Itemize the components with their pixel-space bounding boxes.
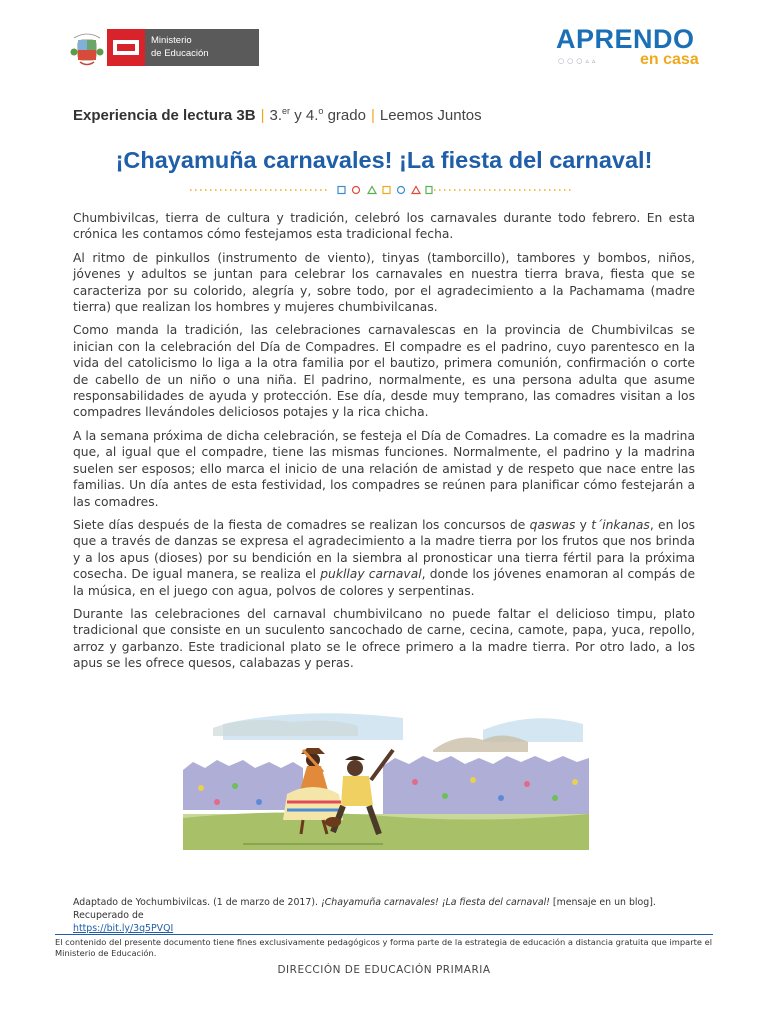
paragraph [73, 517, 695, 599]
coat-of-arms-icon [70, 30, 104, 68]
paragraph-text: y [575, 517, 592, 532]
term-italic: qaswas [529, 517, 576, 532]
paragraph-text: Siete días después de la fiesta de comadres se realizan los concursos de [73, 517, 530, 532]
ministry-logo-text [151, 34, 209, 60]
credit-prefix: Adaptado de Yochumbivilcas. (1 de marzo de 2017). [73, 897, 321, 908]
grade-suffix: grado [323, 107, 366, 124]
page-header [0, 0, 768, 90]
experience-label: Experiencia de lectura 3B [73, 107, 256, 124]
source-link[interactable]: https://bit.ly/3q5PVQI [73, 923, 174, 934]
ministry-name-line2: de Educación [151, 48, 209, 59]
grade-sup-1: er [282, 106, 291, 116]
ministry-logo [107, 29, 259, 66]
decorative-divider [190, 185, 574, 195]
paragraph: A la semana próxima de dicha celebración, se festeja el Día de Comadres. La comadre es la madrina que, al igual que el compadre, tiene las mismas funciones. Normalmente, el padrino y la madrina suelen ser esposos; ello marca el inicio de una relación de amistad y de respeto que nace entre las familias. Un día antes de esta festividad, los compadres se reúnen para planificar cómo festejarán a las comadres. [73, 428, 695, 509]
experience-line [73, 106, 482, 124]
paragraph: Chumbivilcas, tierra de cultura y tradición, celebró los carnavales durante todo febrero. En esta crónica les contamos cómo festejamos esta tradicional fecha. [73, 211, 695, 242]
section-label: Leemos Juntos [379, 107, 482, 124]
article-body [73, 210, 695, 679]
paragraph: Al ritmo de pinkullos (instrumento de viento), tinyas (tamborcillo), tambores y bombos, niños, jóvenes y adultos se juntan para celebrar los carnavales en nuestra tierra brava, fiesta que se caracteriza por su colorido, alegría y, sobre todo, por el agradecimiento a la Pachamama (madre tierra) que realizan los hombres y mujeres chumbivilcanas. [73, 250, 695, 315]
credit-suffix: [mensaje en un blog]. Recuperado de [73, 897, 656, 921]
aprendo-en-casa-logo [556, 24, 702, 74]
carnival-dance-illustration [183, 710, 589, 850]
ministry-name-line1: Ministerio [151, 35, 192, 46]
grade-mid: y 4. [290, 107, 319, 124]
paragraph-text: , donde los jóvenes enamoran al compás de la música, en el juego con agua, polvos de colores y serpentinas. [73, 567, 696, 598]
paragraph: Durante las celebraciones del carnaval chumbivilcano no puede faltar el delicioso timpu, plato tradicional que consiste en un suculento sancochado de carne, cecina, camote, papa, yuca, repollo, arroz y garbanzo. Este tradicional plato se le ofrece primero a la madre tierra. Por otro lado, a los apus se les ofrece quesos, calabazas y peras. [73, 606, 695, 671]
grade-label [270, 107, 366, 124]
grade-sup-2: o [318, 106, 324, 116]
brand-main-text: APRENDO [556, 24, 695, 54]
page-title: ¡Chayamuña carnavales! ¡La fiesta del carnaval! [115, 147, 653, 173]
grade-prefix: 3. [269, 107, 283, 124]
ministry-logo-mark [107, 29, 145, 66]
footer-rule [55, 934, 713, 935]
footer-text: DIRECCIÓN DE EDUCACIÓN PRIMARIA [277, 964, 491, 976]
brand-sub-text: en casa [640, 51, 699, 68]
paragraph-text: , en los que a través de danzas se expresa el agradecimiento a la madre tierra por los frutos que nos brinda y a los apus (dioses) por su bendición en la siembra al pronosticar una tierra fértil para la próxima cosecha. De igual manera, se realiza el [73, 517, 695, 582]
term-italic: t´inkanas [591, 517, 650, 532]
separator: | [370, 107, 375, 124]
source-credit [73, 896, 713, 935]
brand-dots-icon: ○○○▵▵ [558, 57, 599, 65]
term-italic: pukllay carnaval [320, 567, 422, 582]
separator: | [260, 107, 265, 124]
disclaimer-text: El contenido del presente documento tiene fines exclusivamente pedagógicos y forma parte de la estrategia de educación a distancia gratuita que imparte el Ministerio de Educación. [55, 937, 713, 958]
credit-title: ¡Chayamuña carnavales! ¡La fiesta del carnaval! [320, 897, 550, 908]
paragraph: Como manda la tradición, las celebraciones carnavalescas en la provincia de Chumbivilcas se inician con la celebración del Día de Compadres. El compadre es el padrino, cuyo parentesco en la vida del catolicismo lo liga a la otra familia por el bautizo, primera comunión, confirmación o corte de cabello de un niño o una niña. El padrino, normalmente, es una persona adulta que asume responsabilidades de ayuda y protección. Ese día, desde muy temprano, las comadres visitan a los compadres llevándoles deliciosos potajes y la rica chicha. [73, 323, 695, 420]
